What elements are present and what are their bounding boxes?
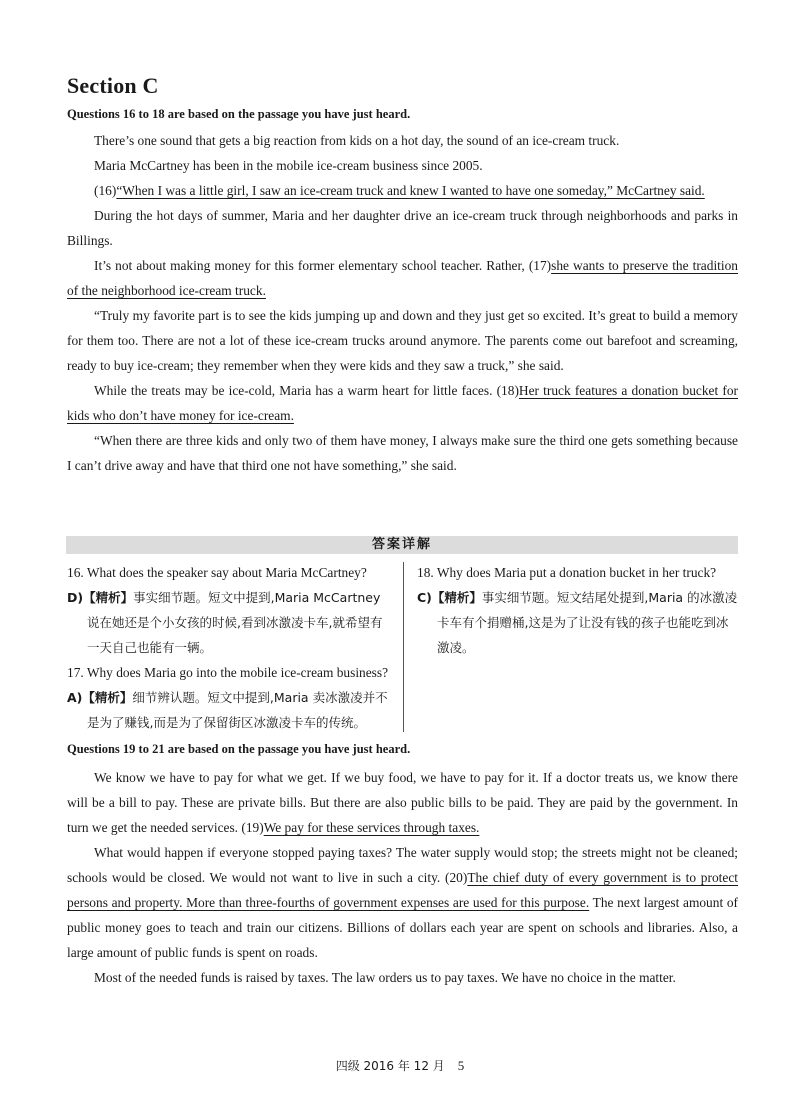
paragraph: “When there are three kids and only two of them have money, I always make sure the third one gets something because I can’t drive away and have that third one not have something,” she said.: [67, 433, 738, 473]
section-title: Section C: [67, 73, 159, 98]
answer-letter-17: A): [67, 690, 83, 705]
paragraph-lead: It’s not about making money for this former elementary school teacher. Rather, (17): [94, 258, 552, 273]
paragraph: During the hot days of summer, Maria and her daughter drive an ice-cream truck through neighborhoods and parks in Billings.: [67, 208, 738, 248]
passage-19-21: [67, 765, 738, 990]
paragraph-tail: The next largest amount of public money goes to teach and train our citizens. Billions of dollars each year are spent on schools and libraries. Also, a large amount of public funds is spent on roads.: [67, 895, 739, 960]
answer-letter-16: D): [67, 590, 84, 605]
page-footer: [0, 1057, 800, 1074]
questions-16-18-heading: Questions 16 to 18 are based on the passage you have just heard.: [67, 107, 411, 121]
paragraph-lead: While the treats may be ice-cold, Maria has a warm heart for little faces. (18): [94, 383, 519, 398]
question-16: 16. What does the speaker say about Maria McCartney?: [67, 565, 367, 580]
paragraph: There’s one sound that gets a big reaction from kids on a hot day, the sound of an ice-cream truck.: [94, 133, 620, 148]
answer-17: [67, 685, 389, 735]
analysis-tag: 【精析】: [83, 590, 134, 605]
answer-letter-18: C): [417, 590, 432, 605]
footer-label: 四级 2016 年 12 月: [335, 1059, 445, 1073]
analysis-text-17: 细节辨认题。短文中提到,Maria 卖冰激凌并不是为了赚钱,而是为了保留街区冰激凌卡车的传统。: [87, 690, 388, 730]
answer-18: [417, 585, 738, 660]
column-divider: [403, 562, 404, 732]
analysis-tag: 【精析】: [431, 590, 482, 605]
answer-marker-16: (16): [94, 183, 117, 198]
paragraph-answer-20: [67, 840, 738, 965]
answers-left-column: [67, 560, 389, 735]
paragraph-lead: We know we have to pay for what we get. If we buy food, we have to pay for it. If a doctor treats us, we know there will be a bill to pay. These are private bills. But there are also public bills to be paid. They are paid by the government. In turn we get the needed services. (19): [67, 770, 738, 835]
answers-right-column: [417, 560, 738, 660]
paragraph-answer-19: [67, 765, 738, 840]
questions-19-21-heading: Questions 19 to 21 are based on the passage you have just heard.: [67, 742, 411, 756]
passage-16-18: [67, 128, 738, 478]
underlined-answer-19: We pay for these services through taxes.: [263, 820, 480, 835]
question-18: 18. Why does Maria put a donation bucket in her truck?: [417, 565, 717, 580]
analysis-tag: 【精析】: [82, 690, 133, 705]
analysis-text-18: 事实细节题。短文结尾处提到,Maria 的冰激凌卡车有个捐赠桶,这是为了让没有钱的孩子也能吃到冰激凌。: [437, 590, 738, 655]
answer-explanation-bar: 答案详解: [66, 536, 738, 554]
underlined-answer-20: The chief duty of every government is to protect persons and property. More than three-fourths of government expenses are used for this purpose.: [67, 870, 738, 910]
underlined-answer-18: Her truck features a donation bucket for kids who don’t have money for ice-cream.: [67, 383, 738, 423]
underlined-answer-16: “When I was a little girl, I saw an ice-cream truck and knew I wanted to have one someday,” McCartney said.: [116, 183, 705, 198]
underlined-answer-17: she wants to preserve the tradition of the neighborhood ice-cream truck.: [67, 258, 738, 298]
analysis-text-16: 事实细节题。短文中提到,Maria McCartney说在她还是个小女孩的时候,看到冰激凌卡车,就希望有一天自己也能有一辆。: [87, 590, 383, 655]
paragraph-lead: What would happen if everyone stopped paying taxes? The water supply would stop; the streets might not be cleaned; schools would be closed. We would not want to live in such a city. (20): [67, 845, 738, 885]
question-17: 17. Why does Maria go into the mobile ice-cream business?: [67, 665, 389, 680]
page-number: 5: [457, 1058, 465, 1073]
paragraph-answer-16: [67, 178, 738, 203]
paragraph: Maria McCartney has been in the mobile ice-cream business since 2005.: [94, 158, 483, 173]
answer-16: [67, 585, 389, 660]
paragraph-answer-18: [67, 378, 738, 428]
paragraph: Most of the needed funds is raised by taxes. The law orders us to pay taxes. We have no choice in the matter.: [94, 970, 676, 985]
paragraph: “Truly my favorite part is to see the kids jumping up and down and they just get so excited. It’s great to build a memory for them too. There are not a lot of these ice-cream trucks around anymore. The parents come out barefoot and screaming, ready to buy ice-cream; they remember when they were kids and they saw a truck,” she said.: [67, 308, 738, 373]
paragraph-answer-17: [67, 253, 738, 303]
